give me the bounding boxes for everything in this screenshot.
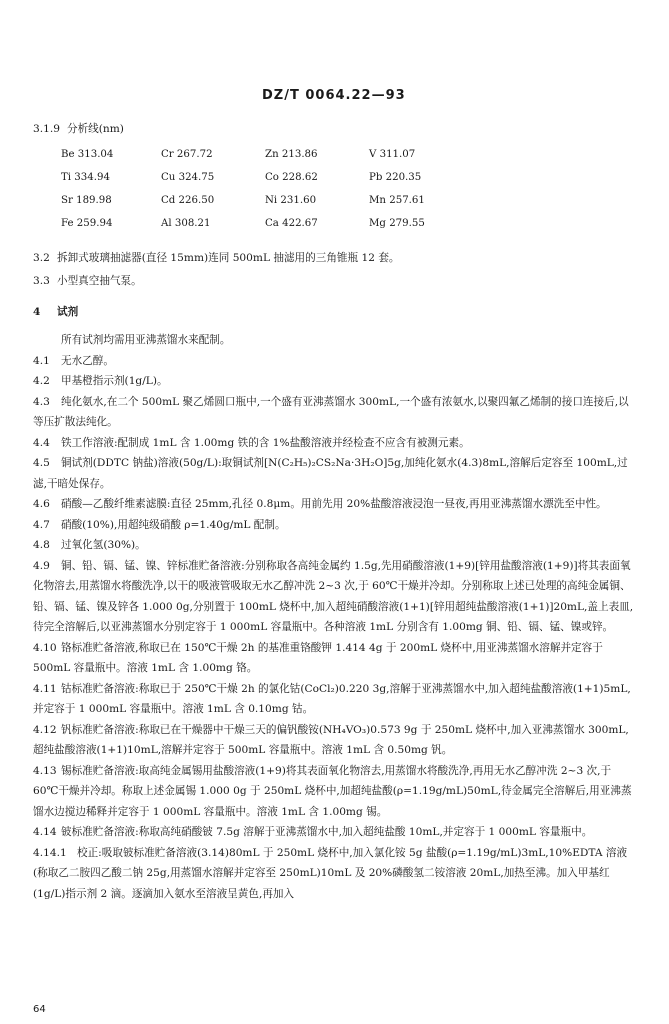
- table-cell: Zn 213.86: [265, 148, 318, 160]
- section-4-heading: [33, 302, 638, 323]
- section-3-3: [33, 271, 638, 292]
- list-item: [33, 535, 638, 556]
- list-item: [33, 679, 638, 720]
- item-text: 铍标准贮备溶液:称取高纯硝酸铍 7.5g 溶解于亚沸蒸馏水中,加入超纯盐酸 10mL,并定容于 1 000mL 容量瓶中。: [61, 826, 593, 838]
- page-number: 64: [33, 1004, 46, 1015]
- table-cell: Be 313.04: [61, 148, 114, 160]
- section-number: 4: [33, 305, 41, 318]
- table-cell: V 311.07: [369, 148, 416, 160]
- table-row: [61, 144, 441, 167]
- item-text: 纯化氨水,在二个 500mL 聚乙烯圆口瓶中,一个盛有亚沸蒸馏水 300mL,一个盛有浓氨水,以聚四氟乙烯制的接口连接后,以等压扩散法纯化。: [33, 395, 629, 428]
- list-item: [33, 515, 638, 536]
- table-row: [61, 190, 441, 213]
- item-number: 4.14.1: [33, 846, 67, 859]
- table-cell: Ti 334.94: [61, 171, 110, 183]
- standard-code-header: DZ/T 0064.22—93: [262, 88, 406, 103]
- section-title: 分析线(nm): [67, 123, 124, 135]
- table-cell: Mn 257.61: [369, 194, 425, 206]
- item-text: 锡标准贮备溶液:取高纯金属锡用盐酸溶液(1+9)将其表面氧化物溶去,用蒸馏水将酸洗净,再用无水乙醇冲洗 2~3 次,于 60℃干燥并冷却。称取上述金属锡 1.000 0g 于 250mL 烧杯中,加超纯盐酸(ρ=1.19g/mL)50mL,待金属完全溶解后,用亚沸蒸馏水边搅边稀释并定容于 1 000mL 容量瓶中。溶液 1mL 含 1.00mg 锡。: [33, 764, 632, 818]
- list-item: [33, 822, 638, 843]
- reagent-list: [33, 351, 638, 905]
- item-text: 铜、铅、镉、锰、镍、锌标准贮备溶液:分别称取各高纯金属约 1.5g,先用硝酸溶液(1+9)[锌用盐酸溶液(1+9)]将其表面氧化物溶去,用蒸馏水将酸洗净,以干的吸液管吸取无水乙醇冲洗 2~3 次,于 60℃干燥并冷却。分别称取上述已处理的高纯金属铜、铅、镉、锰、镍及锌各 1.000 0g,分别置于 100mL 烧杯中,加入超纯硝酸溶液(1+1)[锌用超纯盐酸溶液(1+1)]20mL,盖上表皿,待完全溶解后,以亚沸蒸馏水分别定容于 1 000mL 容量瓶中。各种溶液 1mL 分别含有 1.00mg 铜、铅、镉、锰、镍或锌。: [33, 559, 634, 633]
- item-text: 甲基橙指示剂(1g/L)。: [61, 375, 168, 387]
- table-cell: Ca 422.67: [265, 217, 318, 229]
- table-cell: Pb 220.35: [369, 171, 422, 183]
- section-text: 小型真空抽气泵。: [57, 275, 142, 287]
- list-item: [33, 843, 638, 905]
- reagent-intro: 所有试剂均需用亚沸蒸馏水来配制。: [61, 334, 231, 346]
- section-3-2: [33, 248, 638, 269]
- section-3-1-9-heading: [33, 119, 638, 140]
- item-text: 铬标准贮备溶液,称取已在 150℃干燥 2h 的基准重铬酸钾 1.414 4g 于 200mL 烧杯中,用亚沸蒸馏水溶解并定容于 500mL 容量瓶中。溶液 1mL 含 1.00mg 铬。: [33, 641, 603, 674]
- item-number: 4.10: [33, 641, 57, 654]
- section-title: 试剂: [57, 305, 79, 318]
- item-number: 4.2: [33, 375, 50, 387]
- list-item: [33, 761, 638, 823]
- item-text: 过氧化氢(30%)。: [61, 539, 146, 551]
- item-number: 4.9: [33, 559, 50, 572]
- section-number: 3.1.9: [33, 123, 60, 135]
- list-item: [33, 720, 638, 761]
- section-number: 3.2: [33, 251, 50, 264]
- item-number: 4.7: [33, 518, 50, 531]
- item-text: 硝酸—乙酸纤维素滤膜:直径 25mm,孔径 0.8μm。用前先用 20%盐酸溶液浸泡一昼夜,再用亚沸蒸馏水漂洗至中性。: [61, 498, 607, 510]
- list-item: [33, 494, 638, 515]
- list-item: [33, 638, 638, 679]
- table-cell: Co 228.62: [265, 171, 318, 183]
- table-cell: Fe 259.94: [61, 217, 113, 229]
- table-cell: Al 308.21: [161, 217, 211, 229]
- table-cell: Mg 279.55: [369, 217, 425, 229]
- table-row: [61, 213, 441, 236]
- item-number: 4.6: [33, 498, 50, 510]
- item-number: 4.4: [33, 436, 50, 449]
- table-cell: Sr 189.98: [61, 194, 112, 206]
- item-number: 4.12: [33, 723, 57, 736]
- item-text: 钴标准贮备溶液:称取已于 250℃干燥 2h 的氯化钴(CoCl₂)0.220 3g,溶解于亚沸蒸馏水中,加入超纯盐酸溶液(1+1)5mL,并定容于 1 000mL 容量瓶中。溶液 1mL 含 0.10mg 钴。: [33, 682, 631, 715]
- list-item: [33, 433, 638, 454]
- item-number: 4.8: [33, 539, 50, 551]
- item-number: 4.14: [33, 826, 57, 838]
- analytical-wavelength-table: [61, 144, 441, 236]
- list-item: [33, 392, 638, 433]
- item-number: 4.3: [33, 395, 50, 408]
- item-text: 铁工作溶液:配制成 1mL 含 1.00mg 铁的含 1%盐酸溶液并经检查不应含有被测元素。: [61, 436, 470, 449]
- section-number: 3.3: [33, 275, 50, 287]
- table-cell: Cr 267.72: [161, 148, 213, 160]
- item-text: 钒标准贮备溶液:称取已在干燥器中干燥三天的偏钒酸铵(NH₄VO₃)0.573 9g 于 250mL 烧杯中,加入亚沸蒸馏水 300mL,超纯盐酸溶液(1+1)10mL,溶解并定容于 500mL 容量瓶中。溶液 1mL 含 0.50mg 钒。: [33, 723, 629, 756]
- table-row: [61, 167, 441, 190]
- list-item: [33, 351, 638, 372]
- list-item: [33, 371, 638, 392]
- item-text: 硝酸(10%),用超纯级硝酸 ρ=1.40g/mL 配制。: [61, 518, 286, 531]
- item-number: 4.13: [33, 764, 57, 777]
- item-number: 4.1: [33, 354, 50, 367]
- item-text: 无水乙醇。: [61, 354, 114, 367]
- item-number: 4.5: [33, 457, 50, 469]
- document-body: [33, 119, 638, 904]
- table-cell: Cd 226.50: [161, 194, 215, 206]
- section-text: 拆卸式玻璃抽滤器(直径 15mm)连同 500mL 抽滤用的三角锥瓶 12 套。: [57, 251, 400, 264]
- list-item: [33, 453, 638, 494]
- item-text: 铜试剂(DDTC 钠盐)溶液(50g/L):取铜试剂[N(C₂H₅)₂CS₂Na·3H₂O]5g,加纯化氨水(4.3)8mL,溶解后定容至 100mL,过滤,干暗处保存。: [33, 457, 628, 490]
- table-cell: Ni 231.60: [265, 194, 317, 206]
- table-cell: Cu 324.75: [161, 171, 215, 183]
- list-item: [33, 556, 638, 638]
- item-text: 校正:吸取铍标准贮备溶液(3.14)80mL 于 250mL 烧杯中,加入氯化铵 5g 盐酸(ρ=1.19g/mL)3mL,10%EDTA 溶液(称取乙二胺四乙酸二钠 25g,用蒸馏水溶解并定容至 250mL)10mL 及 20%磷酸氢二铵溶液 20mL,加热至沸。加入甲基红(1g/L)指示剂 2 滴。逐滴加入氨水至溶液呈黄色,再加入: [33, 846, 628, 900]
- item-number: 4.11: [33, 682, 57, 695]
